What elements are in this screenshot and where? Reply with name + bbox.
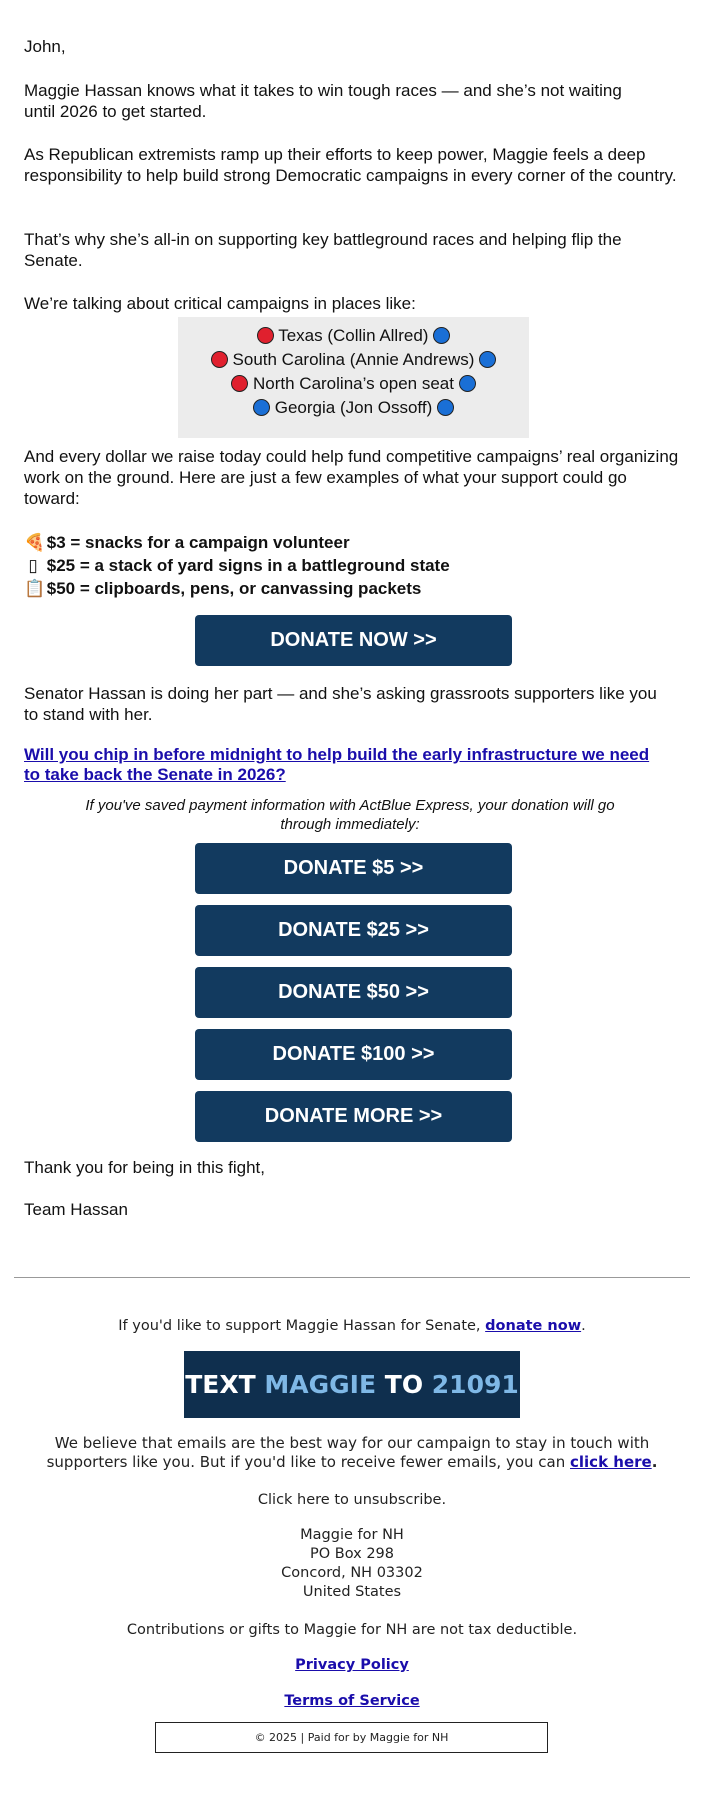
paragraph-battleground: That’s why she’s all-in on supporting key battleground races and helping flip the Senate. — [24, 230, 622, 270]
terms-of-service-link[interactable]: Terms of Service — [284, 1693, 420, 1709]
support-text: If you'd like to support Maggie Hassan for Senate, — [118, 1318, 486, 1334]
donate-now-link[interactable]: donate now — [485, 1318, 582, 1334]
race-label: South Carolina (Annie Andrews) — [232, 350, 475, 369]
support-suffix: . — [581, 1318, 586, 1334]
yard-sign-icon: ▯ — [28, 556, 38, 575]
fewer-emails-suffix: . — [651, 1453, 658, 1471]
paragraph-grassroots: Senator Hassan is doing her part — and she’s asking grassroots supporters like you to stand with her. — [24, 684, 657, 724]
privacy-policy-link[interactable]: Privacy Policy — [295, 1657, 409, 1673]
footer-divider — [14, 1277, 690, 1278]
actblue-note: If you've saved payment information with ActBlue Express, your donation will go through immediately: — [85, 797, 615, 833]
race-label: North Carolina’s open seat — [253, 374, 454, 393]
blue-dot-icon — [433, 327, 450, 344]
race-label: Georgia (Jon Ossoff) — [274, 398, 433, 417]
donate-now-button[interactable]: DONATE NOW >> — [195, 615, 512, 666]
race-label: Texas (Collin Allred) — [278, 326, 429, 345]
paragraph-campaigns: We’re talking about critical campaigns in places like: — [24, 294, 416, 313]
closing-line: Thank you for being in this fight, — [24, 1158, 265, 1177]
blue-dot-icon — [253, 399, 270, 416]
text-maggie-banner[interactable] — [184, 1351, 520, 1418]
banner-to-word: TO — [376, 1370, 432, 1399]
tax-note: Contributions or gifts to Maggie for NH are not tax deductible. — [126, 1622, 578, 1638]
address-line: Maggie for NH — [300, 1527, 404, 1543]
red-dot-icon — [231, 375, 248, 392]
support-item-text: $3 = snacks for a campaign volunteer — [46, 533, 350, 552]
race-item — [178, 324, 529, 348]
race-item — [178, 372, 529, 396]
donate-50-button[interactable]: DONATE $50 >> — [195, 967, 512, 1018]
chip-in-link[interactable]: Will you chip in before midnight to help build the early infrastructure we need to take back the Senate in 2026? — [24, 745, 650, 784]
paragraph-examples: And every dollar we raise today could help fund competitive campaigns’ real organizing work on the ground. Here are just a few examples of what your support could go toward: — [24, 447, 679, 508]
paragraph-responsibility: As Republican extremists ramp up their efforts to keep power, Maggie feels a deep responsibility to help build strong Democratic campaigns in every corner of the country. — [24, 145, 677, 185]
paragraph-intro: Maggie Hassan knows what it takes to win tough races — and she’s not waiting until 2026 to get started. — [24, 81, 622, 121]
greeting: John, — [24, 37, 66, 56]
signature: Team Hassan — [24, 1200, 128, 1219]
support-item — [24, 578, 421, 600]
red-dot-icon — [211, 351, 228, 368]
blue-dot-icon — [479, 351, 496, 368]
banner-keyword: MAGGIE — [264, 1370, 377, 1399]
race-item — [178, 348, 529, 372]
donate-25-button[interactable]: DONATE $25 >> — [195, 905, 512, 956]
banner-text-word: TEXT — [185, 1370, 265, 1399]
fewer-emails-line — [14, 1434, 690, 1472]
support-line — [14, 1317, 690, 1336]
blue-dot-icon — [437, 399, 454, 416]
red-dot-icon — [257, 327, 274, 344]
terms-line — [14, 1692, 690, 1711]
copyright-box: © 2025 | Paid for by Maggie for NH — [155, 1722, 548, 1753]
support-item — [24, 532, 350, 554]
support-item — [24, 555, 450, 577]
fewer-emails-link[interactable]: click here — [570, 1453, 652, 1471]
donate-5-button[interactable]: DONATE $5 >> — [195, 843, 512, 894]
address-line: PO Box 298 — [309, 1546, 394, 1562]
address-line: United States — [302, 1584, 402, 1600]
unsubscribe-link[interactable]: Click here to unsubscribe. — [257, 1492, 447, 1508]
privacy-line — [14, 1656, 690, 1675]
race-item — [178, 396, 529, 420]
pizza-icon: 🍕 — [24, 533, 46, 552]
clipboard-icon: 📋 — [24, 579, 46, 598]
races-box — [178, 317, 529, 438]
fewer-emails-text: We believe that emails are the best way for our campaign to stay in touch with supporters like you. But if you'd like to receive fewer emails, you can — [46, 1434, 650, 1471]
address-line: Concord, NH 03302 — [281, 1565, 423, 1581]
banner-shortcode: 21091 — [431, 1370, 519, 1399]
blue-dot-icon — [459, 375, 476, 392]
support-item-text: $50 = clipboards, pens, or canvassing packets — [46, 579, 422, 598]
donate-more-button[interactable]: DONATE MORE >> — [195, 1091, 512, 1142]
donate-100-button[interactable]: DONATE $100 >> — [195, 1029, 512, 1080]
support-item-text: $25 = a stack of yard signs in a battleground state — [46, 556, 450, 575]
